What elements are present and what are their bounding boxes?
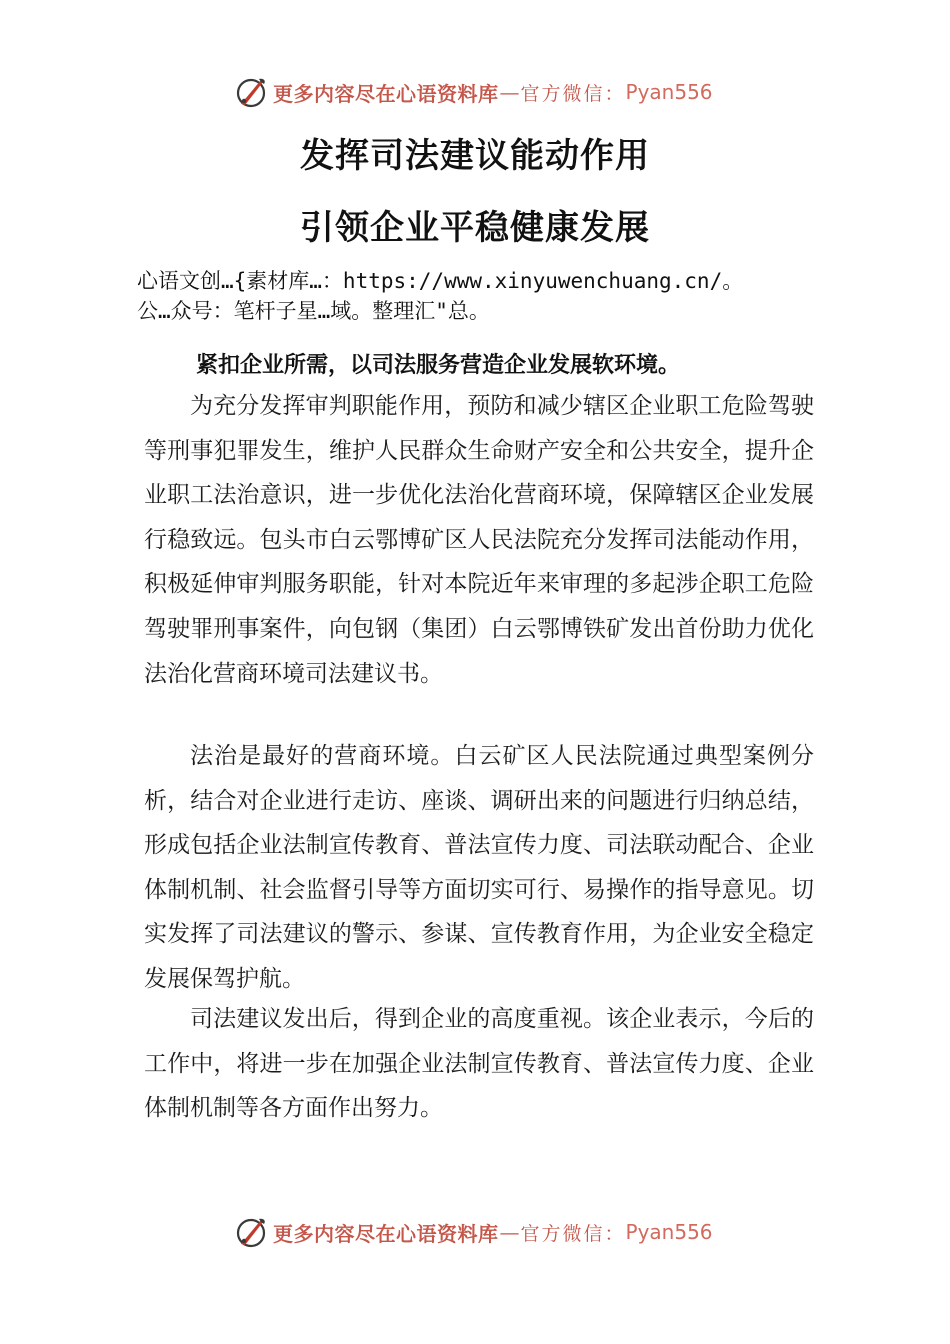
- banner-wechat-id: Pyan556: [625, 80, 713, 104]
- banner-wechat-id: Pyan556: [625, 1220, 713, 1244]
- source-note-line-1: 心语文创…{素材库…：https://www.xinyuwenchuang.cn/。: [137, 269, 744, 293]
- banner-slogan: 更多内容尽在心语资料库: [273, 81, 499, 106]
- body-paragraph-1: 为充分发挥审判职能作用，预防和减少辖区企业职工危险驾驶等刑事犯罪发生，维护人民群众生命财产安全和公共安全，提升企业职工法治意识，进一步优化法治化营商环境，保障辖区企业发展行稳致远。包头市白云鄂博矿区人民法院充分发挥司法能动作用，积极延伸审判服务职能，针对本院近年来审理的多起涉企职工危险驾驶罪刑事案件，向包钢（集团）白云鄂博铁矿发出首份助力优化法治化营商环境司法建议书。: [144, 393, 814, 687]
- source-note-line-2: 公…众号：笔杆子星…域。整理汇"总。: [137, 299, 490, 323]
- body-paragraph-2: 法治是最好的营商环境。白云矿区人民法院通过典型案例分析，结合对企业进行走访、座谈、调研出来的问题进行归纳总结，形成包括企业法制宣传教育、普法宣传力度、司法联动配合、企业体制机制、社会监督引导等方面切实可行、易操作的指导意见。切实发挥了司法建议的警示、参谋、宣传教育作用，为企业安全稳定发展保驾护航。: [144, 743, 814, 992]
- banner-slogan: 更多内容尽在心语资料库: [273, 1221, 499, 1246]
- header-banner: [233, 72, 733, 112]
- body-paragraph-3: 司法建议发出后，得到企业的高度重视。该企业表示，今后的工作中，将进一步在加强企业法制宣传教育、普法宣传力度、企业体制机制等各方面作出努力。: [144, 1006, 814, 1122]
- banner-dash: —: [499, 1220, 520, 1244]
- section-heading: 紧扣企业所需，以司法服务营造企业发展软环境。: [196, 353, 681, 378]
- banner-wechat-label: 官方微信：: [520, 82, 626, 105]
- banner-dash: —: [499, 80, 520, 104]
- document-title-line-1: 发挥司法建议能动作用: [300, 136, 650, 176]
- quill-pen-icon: [233, 74, 269, 110]
- quill-pen-icon: [233, 1214, 269, 1250]
- banner-wechat-label: 官方微信：: [520, 1222, 626, 1245]
- document-title-line-2: 引领企业平稳健康发展: [300, 208, 650, 248]
- footer-banner: [233, 1212, 733, 1252]
